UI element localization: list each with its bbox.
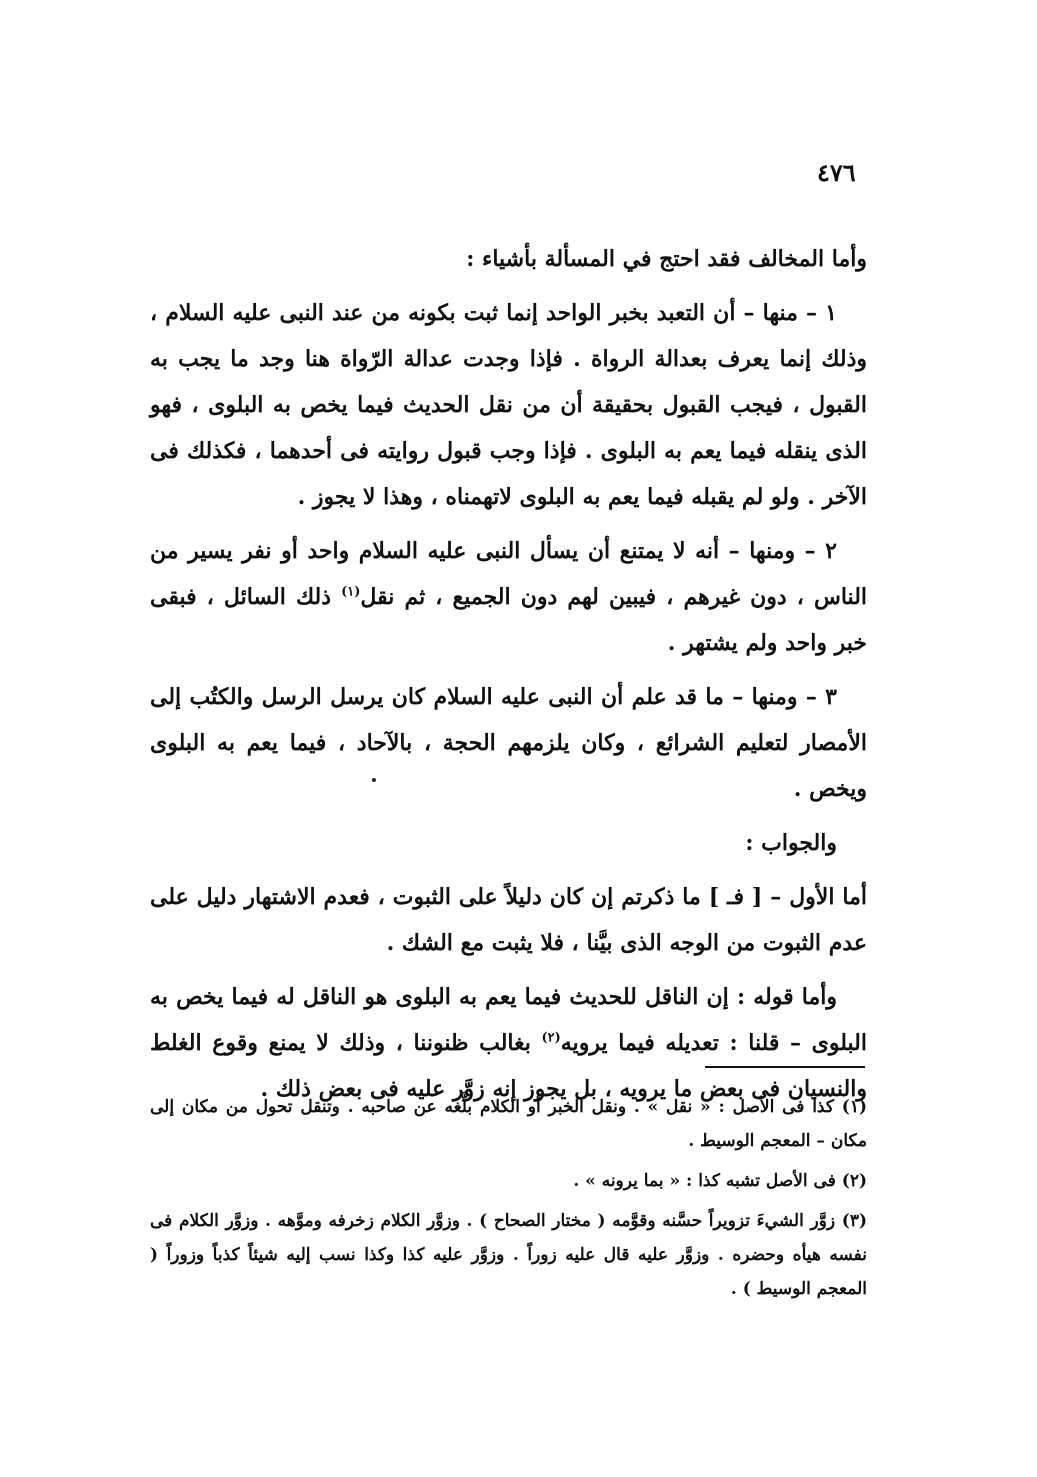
paragraph-text: وأما قوله : إن الناقل للحديث فيما يعم به البلوى هو الناقل له فيما يخص به البلوى – قلنا : تعديله فيما يرويه <box>150 984 867 1056</box>
ink-speck <box>372 778 376 782</box>
paragraph-answer-1: أما الأول – [ فـ ] ما ذكرتم إن كان دليلاً على الثبوت ، فعدم الاشتهار دليل على عدم الثبوت من الوجه الذى بيَّنا ، فلا يثبت مع الشك . <box>150 884 867 956</box>
paragraph-intro: وأما المخالف فقد احتج في المسألة بأشياء : <box>466 246 867 272</box>
paragraph-argument-2 <box>150 528 867 666</box>
paragraph-answer-heading: والجواب : <box>745 830 837 856</box>
footnote-2: (٢) فى الأصل تشبه كذا : « بما يرونه » . <box>573 1171 867 1191</box>
paragraph-text: بغالب ظنوننا ، وذلك لا يمنع وقوع الغلط والنسيان فى بعض ما يرويه ، بل يجوز إنه زوَّر عليه فى بعض ذلك . <box>150 1030 867 1102</box>
paragraph-text: ٢ – ومنها – أنه لا يمتنع أن يسأل النبى عليه السلام واحد أو نفر يسير من الناس ، دون غيرهم ، فيبين لهم دون الجميع ، ثم نقل <box>150 538 868 610</box>
paragraph-argument-1: ١ – منها – أن التعبد بخبر الواحد إنما ثبت بكونه من عند النبى عليه السلام ، وذلك إنما يعرف بعدالة الرواة . فإذا وجدت عدالة الرّواة هنا وجد ما يجب به القبول ، فيجب القبول بحقيقة أن من نقل الحديث فيما يخص به البلوى ، فهو الذى ينقله فيما يعم به البلوى . فإذا وجب قبول روايته فى أحدهما ، فكذلك فى الآخر . ولو لم يقبله فيما يعم به البلوى لاتهمناه ، وهذا لا يجوز . <box>150 300 867 510</box>
footnote-ref-1: (١) <box>341 584 361 600</box>
footnotes <box>150 1090 867 1312</box>
paragraph-text: ذلك السائل ، فبقى خبر واحد ولم يشتهر . <box>150 584 867 656</box>
main-text <box>150 236 867 1120</box>
paragraph-argument-3: ٣ – ومنها – ما قد علم أن النبى عليه السلام كان يرسل الرسل والكتُب إلى الأمصار لتعليم الشرائع ، وكان يلزمهم الحجة ، بالآحاد ، فيما يعم به البلوى ويخص . <box>150 684 867 802</box>
page-number: ٤٧٦ <box>817 158 856 187</box>
footnote-1: (١) كذا فى الأصل : « نقل » . ونقل الخبر أو الكلام بلَّغه عن صاحبه . وتنقل تحول من مكان إلى مكان – المعجم الوسيط . <box>150 1097 867 1151</box>
footnote-ref-2: (٢) <box>541 1030 561 1046</box>
footnote-3: (٣) زوَّر الشيءَ تزويراً حسَّنه وقوَّمه ( مختار الصحاح ) . وزوَّر الكلام زخرفه وموَّهه . وزوَّر الكلام فى نفسه هيأه وحضره . وزوَّر عليه قال عليه زوراً . وزوَّر عليه كذا وكذا نسب إليه شيئاً كذباً وزوراً ( المعجم الوسيط ) . <box>150 1211 867 1299</box>
footnote-divider <box>705 1066 865 1068</box>
